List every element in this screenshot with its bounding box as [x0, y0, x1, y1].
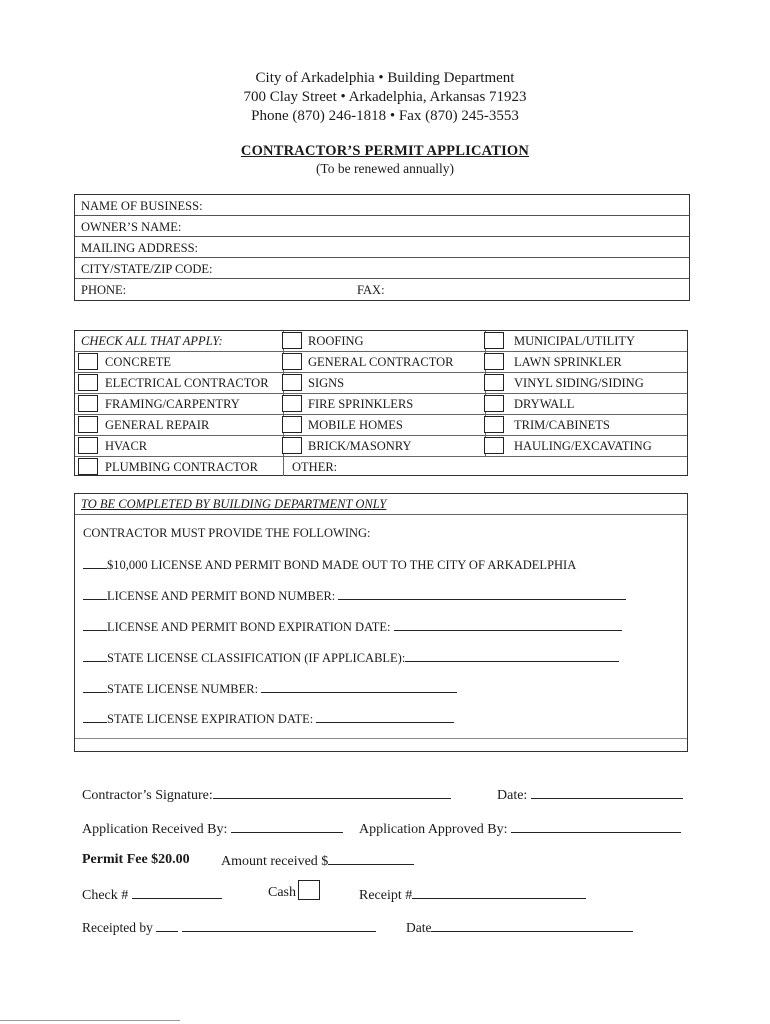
receipt-line[interactable] [412, 886, 586, 899]
receipt-date-row[interactable] [406, 919, 633, 936]
bond-expiration-line[interactable] [394, 618, 622, 631]
checklist-item[interactable] [485, 373, 687, 394]
building-department-section [74, 493, 688, 752]
checklist-item[interactable] [75, 415, 283, 436]
checklist-item[interactable] [75, 373, 283, 394]
checkbox[interactable] [282, 395, 302, 412]
city-state-zip-field[interactable] [75, 258, 689, 279]
contractor-type-checklist [74, 330, 688, 476]
checkbox[interactable] [78, 416, 98, 433]
receipted-by-row[interactable] [82, 919, 376, 936]
owners-name-field[interactable] [75, 216, 689, 237]
checklist-item[interactable] [75, 352, 283, 373]
checklist-item[interactable] [485, 331, 687, 352]
checklist-item-label: HAULING/EXCAVATING [514, 439, 652, 453]
name-of-business-field[interactable] [75, 195, 689, 216]
receipt-row[interactable] [359, 886, 586, 904]
checklist-item[interactable] [75, 457, 283, 476]
state-expiration-item[interactable] [83, 710, 454, 727]
checkbox[interactable] [282, 374, 302, 391]
bond-expiration-item[interactable] [83, 618, 622, 635]
other-label: OTHER: [292, 460, 338, 474]
divider [75, 738, 687, 739]
checkbox[interactable] [484, 437, 504, 454]
amount-received-line[interactable] [328, 852, 414, 865]
checklist-item[interactable] [283, 394, 485, 415]
approved-by-label: Application Approved By: [359, 822, 508, 837]
checklist-item-label: TRIM/CABINETS [514, 418, 610, 432]
city-state-zip-label: CITY/STATE/ZIP CODE: [81, 262, 213, 276]
checklist-column-2 [283, 331, 485, 475]
checkbox[interactable] [78, 353, 98, 370]
checklist-item[interactable] [75, 436, 283, 457]
dept-intro: CONTRACTOR MUST PROVIDE THE FOLLOWING: [83, 526, 371, 540]
checklist-item-label: ROOFING [308, 334, 364, 348]
checklist-header [75, 331, 283, 352]
check-blank[interactable] [83, 710, 107, 723]
scan-edge [0, 1020, 180, 1021]
checklist-column-3 [485, 331, 687, 475]
checkbox[interactable] [484, 353, 504, 370]
permit-fee [82, 852, 190, 868]
checkbox[interactable] [282, 437, 302, 454]
checklist-item-label: GENERAL REPAIR [105, 418, 210, 432]
received-by-label: Application Received By: [82, 822, 228, 837]
checklist-item-label: GENERAL CONTRACTOR [308, 355, 454, 369]
checklist-item[interactable] [485, 394, 687, 415]
checklist-item[interactable] [283, 352, 485, 373]
check-blank[interactable] [83, 556, 107, 569]
checklist-item[interactable] [283, 373, 485, 394]
signature-label: Contractor’s Signature: [82, 788, 213, 803]
bond-label: $10,000 LICENSE AND PERMIT BOND MADE OUT TO THE CITY OF ARKADELPHIA [107, 558, 577, 572]
checkbox[interactable] [484, 374, 504, 391]
check-number-label: Check # [82, 888, 129, 903]
header-line-3: Phone (870) 246-1818 • Fax (870) 245-3553 [251, 108, 519, 124]
name-of-business-label: NAME OF BUSINESS: [81, 199, 203, 213]
check-number-row[interactable] [82, 886, 222, 904]
form-title: CONTRACTOR’S PERMIT APPLICATION [240, 143, 530, 159]
date-label: Date: [497, 788, 528, 803]
header-line-2: 700 Clay Street • Arkadelphia, Arkansas 71923 [243, 89, 527, 105]
checklist-item-label: ELECTRICAL CONTRACTOR [105, 376, 269, 390]
checklist-item-label: FIRE SPRINKLERS [308, 397, 414, 411]
checklist-item-label: CONCRETE [105, 355, 171, 369]
check-blank[interactable] [83, 649, 107, 662]
checkbox[interactable] [282, 332, 302, 349]
checklist-item[interactable] [283, 436, 485, 457]
checklist-column-1 [75, 331, 283, 475]
checklist-item-label: MUNICIPAL/UTILITY [514, 334, 636, 348]
mailing-address-field[interactable] [75, 237, 689, 258]
state-class-item[interactable] [83, 649, 619, 666]
checklist-item-label: FRAMING/CARPENTRY [105, 397, 240, 411]
cash-checkbox[interactable] [298, 880, 320, 900]
checkbox[interactable] [78, 374, 98, 391]
title-block [0, 143, 770, 177]
checklist-item[interactable] [283, 415, 485, 436]
state-expiration-label: STATE LICENSE EXPIRATION DATE: [107, 712, 314, 726]
bond-expiration-label: LICENSE AND PERMIT BOND EXPIRATION DATE: [107, 620, 391, 634]
phone-label: PHONE: [81, 283, 127, 297]
signature-line[interactable] [213, 786, 451, 799]
state-class-label: STATE LICENSE CLASSIFICATION (IF APPLICABLE): [107, 651, 406, 665]
receipt-date-label: Date [406, 920, 432, 935]
checkbox[interactable] [78, 395, 98, 412]
check-blank[interactable] [83, 680, 107, 693]
bond-number-line[interactable] [338, 587, 626, 600]
cash-row[interactable] [268, 880, 320, 901]
checklist-item-label: MOBILE HOMES [308, 418, 403, 432]
form-subtitle: (To be renewed annually) [315, 161, 455, 176]
receipt-date-line[interactable] [431, 919, 633, 932]
checklist-item-label: BRICK/MASONRY [308, 439, 412, 453]
business-info-table [74, 194, 690, 301]
bond-number-item[interactable] [83, 587, 626, 604]
phone-fax-field[interactable] [75, 279, 689, 300]
check-all-label: CHECK ALL THAT APPLY: [81, 334, 223, 348]
bond-number-label: LICENSE AND PERMIT BOND NUMBER: [107, 589, 336, 603]
state-number-label: STATE LICENSE NUMBER: [107, 682, 259, 696]
bond-item[interactable] [83, 556, 576, 573]
checklist-item-label: DRYWALL [514, 397, 575, 411]
receipt-label: Receipt # [359, 888, 413, 903]
checklist-item-label: HVACR [105, 439, 148, 453]
checkbox[interactable] [484, 395, 504, 412]
state-number-line[interactable] [261, 680, 457, 693]
check-number-line[interactable] [132, 886, 222, 899]
checklist-item-label: SIGNS [308, 376, 345, 390]
cash-label: Cash [268, 885, 296, 900]
approved-by-line[interactable] [511, 820, 681, 833]
checklist-item-label: LAWN SPRINKLER [514, 355, 622, 369]
permit-fee-label: Permit Fee $20.00 [82, 852, 190, 867]
owners-name-label: OWNER’S NAME: [81, 220, 182, 234]
receipted-by-line-short[interactable] [156, 919, 178, 932]
approved-by-row[interactable] [359, 820, 681, 838]
checkbox[interactable] [484, 332, 504, 349]
checkbox[interactable] [78, 437, 98, 454]
dept-only-heading: TO BE COMPLETED BY BUILDING DEPARTMENT ONLY [81, 497, 387, 511]
amount-received-label: Amount received $ [221, 854, 329, 869]
checklist-item[interactable] [485, 415, 687, 436]
fax-label: FAX: [357, 283, 385, 297]
signature-row[interactable] [82, 786, 451, 804]
letterhead [0, 69, 770, 126]
check-blank[interactable] [83, 618, 107, 631]
date-line[interactable] [531, 786, 683, 799]
checklist-item[interactable] [485, 436, 687, 457]
received-by-line[interactable] [231, 820, 343, 833]
state-expiration-line[interactable] [316, 710, 454, 723]
amount-received-row[interactable] [221, 852, 414, 870]
checklist-item-label: VINYL SIDING/SIDING [514, 376, 644, 390]
checkbox[interactable] [78, 458, 98, 475]
date-row[interactable] [497, 786, 683, 804]
checklist-item-label: PLUMBING CONTRACTOR [105, 460, 258, 474]
checkbox[interactable] [484, 416, 504, 433]
mailing-address-label: MAILING ADDRESS: [81, 241, 199, 255]
divider [75, 514, 687, 515]
checkbox[interactable] [282, 416, 302, 433]
state-number-item[interactable] [83, 680, 457, 697]
checklist-item[interactable] [485, 352, 687, 373]
checkbox[interactable] [282, 353, 302, 370]
checklist-item[interactable] [283, 331, 485, 352]
receipted-by-line[interactable] [182, 919, 376, 932]
received-by-row[interactable] [82, 820, 343, 838]
receipted-by-label: Receipted by [82, 920, 153, 935]
header-line-1: City of Arkadelphia • Building Department [255, 70, 515, 86]
check-blank[interactable] [83, 587, 107, 600]
checklist-item[interactable] [75, 394, 283, 415]
state-class-line[interactable] [405, 649, 619, 662]
